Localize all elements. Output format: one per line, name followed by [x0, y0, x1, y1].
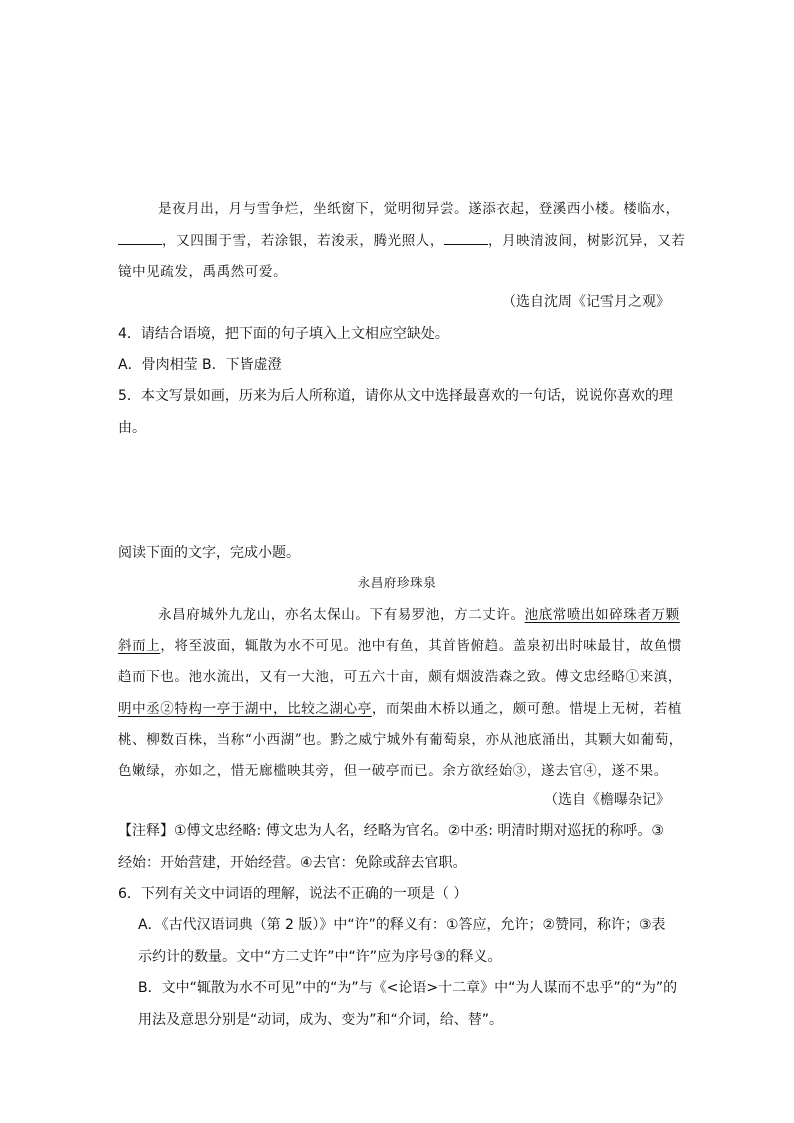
fill-blank-1: [118, 232, 162, 245]
fill-blank-2: [444, 232, 488, 245]
underlined-sentence-2: 明中丞②特构一亭于湖中，比较之湖心亭: [118, 701, 372, 717]
notes-line1: 【注释】①傅文忠经略: 傅文忠为人名，经略为官名。②中丞: 明清时期对巡抚的称呼。③: [118, 823, 664, 839]
passage1-line1: 是夜月出，月与雪争烂，坐纸窗下，觉明彻异尝。遂添衣起，登溪西小楼。楼临水，: [158, 201, 680, 217]
underlined-sentence-1a: 池底常喷出如碎珠者万颗: [524, 607, 680, 623]
reading-line2-text: ，将至波面，辄散为水不可见。池中有鱼，其首皆俯趋。盖泉初出时味最甘，故鱼惯: [160, 638, 683, 654]
reading-line3: 趋而下也。池水流出，又有一大池，可五六十亩，颇有烟波浩森之致。傅文忠经略①来滇，: [118, 669, 682, 685]
question-6-option-b-line2: 用法及意思分别是“动词，成为、变为”和“介词，给、替”。: [138, 1012, 504, 1028]
passage1-line2-a: ，又四围于雪，若涂银，若浚汞，腾光照人，: [162, 233, 444, 249]
reading-line6: 色嫩绿，亦如之，惜无廊槛映其旁，但一破亭而已。余方欲经始③，遂去官④，遂不果。: [118, 763, 668, 779]
notes-line2: 经始：开始营建，开始经营。④去官：免除或辞去官职。: [118, 855, 467, 871]
reading-instruction: 阅读下面的文字，完成小题。: [118, 545, 300, 561]
question-6-option-a-line1: A．《古代汉语词典（第 2 版）》中“许”的释义有：①答应，允许；②赞同，称许；③表: [138, 917, 666, 933]
reading-line2: [118, 634, 682, 654]
question-6-option-a-line2: 示约计的数量。文中“方二丈许”中“许”应为序号③的释义。: [138, 949, 502, 965]
passage1-line3: 镜中见疏发，禹禹然可爱。: [118, 264, 288, 280]
question-4-options: A．骨肉相莹 B．下皆虚澄: [118, 357, 282, 373]
question-5-line2: 由。: [118, 420, 146, 436]
passage1-source: （选自沈周《记雪月之观》: [502, 294, 670, 310]
reading-line1: [158, 603, 680, 623]
question-4-prompt: 4．请结合语境，把下面的句子填入上文相应空缺处。: [118, 326, 449, 342]
question-5-line1: 5．本文写景如画，历来为后人所称道，请你从文中选择最喜欢的一句话，说说你喜欢的理: [118, 388, 673, 404]
underlined-sentence-1b: 斜而上: [118, 638, 161, 654]
reading-title: 永昌府珍珠泉: [357, 575, 437, 590]
reading-source: （选自《檐曝杂记》: [544, 792, 670, 808]
question-6-option-b-line1: B．文中“辄散为水不可见”中的“为”与《<论语>十二章》中“为人谋而不忠乎”的“为”的: [138, 980, 678, 996]
question-6-prompt: 6．下列有关文中词语的理解，说法不正确的一项是（ ）: [118, 886, 468, 902]
reading-line5: 桃、柳数百株，当称“小西湖”也。黔之威宁城外有葡萄泉，亦从池底涌出，其颗大如葡萄，: [118, 732, 683, 748]
passage1-line2: [118, 229, 685, 249]
reading-line1-text: 永昌府城外九龙山，亦名太保山。下有易罗池，方二丈许。: [158, 607, 525, 623]
passage1-line2-b: ，月映清波间，树影沉异，又若: [488, 233, 686, 249]
reading-line4: [118, 697, 682, 717]
reading-line4-text: ，而架曲木桥以通之，颇可憩。惜堤上无树，若植: [371, 701, 683, 717]
